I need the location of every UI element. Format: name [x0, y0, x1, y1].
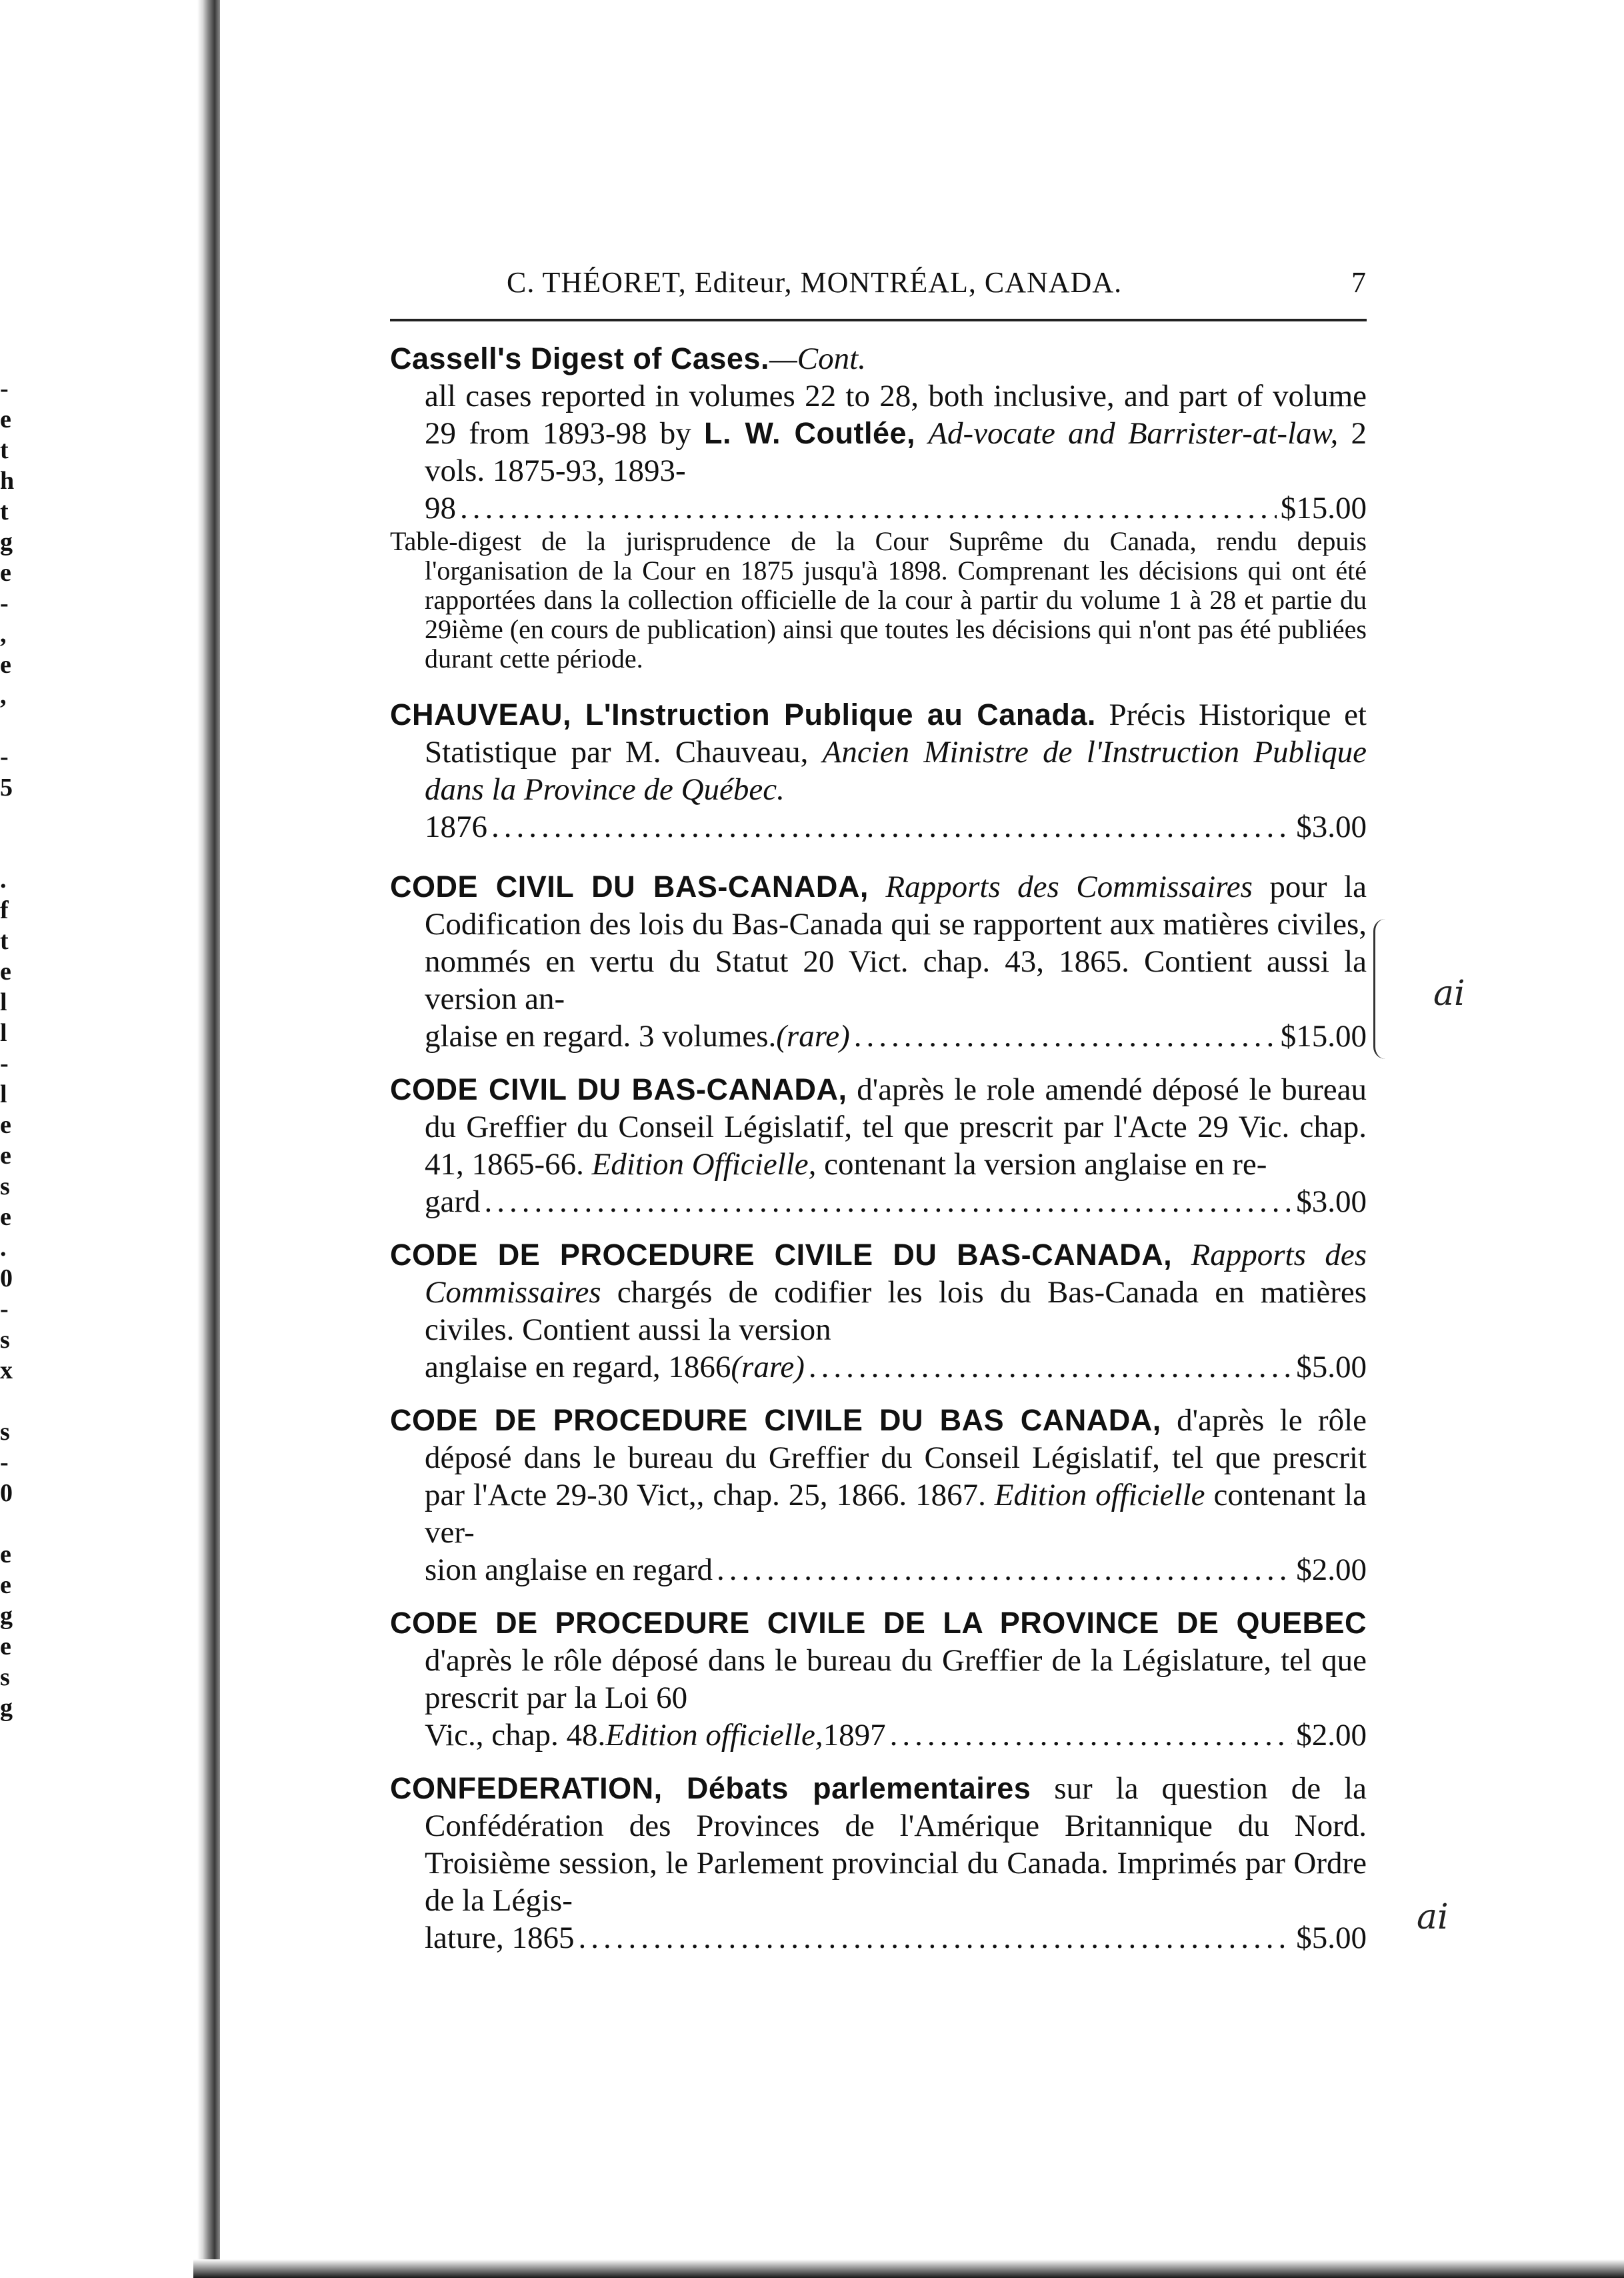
entry-heading: Cassell's Digest of Cases.: [390, 341, 769, 375]
entry-italic: Edition officielle,: [605, 1718, 823, 1753]
gutter-fragment: 0: [0, 1479, 13, 1507]
entry-text: d'après le rôle déposé dans le bureau du Greffier de la Législature, tel que prescrit par la Loi 60: [425, 1643, 1367, 1715]
gutter-fragment: ,: [0, 682, 7, 710]
running-head-title: C. THÉORET, Editeur, MONTRÉAL, CANADA.: [507, 266, 1123, 299]
gutter-fragment: e: [0, 651, 11, 679]
entry-italic: (rare): [731, 1350, 805, 1384]
entry-italic: Rapports des Commissaires: [425, 1238, 1367, 1310]
entry-italic: Edition officielle: [994, 1478, 1205, 1512]
price-line-text: glaise en regard. 3 volumes.: [425, 1019, 777, 1054]
gutter-fragment: e: [0, 405, 11, 433]
entry-text: 2 vols. 1875-93, 1893-: [425, 416, 1367, 488]
leader-dots: [890, 1717, 1293, 1754]
entry-text: d'après le rôle déposé dans le bureau du Greffier du Conseil Législatif, tel que prescrit par l'Acte 29-30 Vict,, chap. 25, 1866. 1867.: [425, 1403, 1367, 1512]
gutter-fragment: .: [0, 1234, 7, 1262]
gutter-fragment: s: [0, 1326, 10, 1354]
price-line-text: Vic., chap. 48.: [425, 1718, 606, 1753]
price-line-text: 1897: [823, 1718, 886, 1753]
catalogue-entry: [390, 1770, 1367, 1957]
entry-text: contenant la version anglaise en re-: [816, 1147, 1267, 1182]
entry-author: L. W. Coutlée,: [704, 416, 916, 450]
entry-text: all cases reported in volumes 22 to 28, both inclusive, and part of volume 29 from 1893-98 by: [425, 379, 1367, 451]
entry-body: [390, 340, 1367, 489]
catalogue-entry: [390, 1071, 1367, 1220]
price-line: [390, 1919, 1367, 1957]
gutter-fragment: -: [0, 375, 9, 403]
gutter-fragment: [0, 803, 21, 834]
gutter-fragment: -: [0, 743, 9, 771]
gutter-fragment: l: [0, 988, 7, 1016]
price: $5.00: [1296, 1921, 1367, 1955]
gutter-fragment: [0, 711, 21, 742]
entry-body: [390, 1604, 1367, 1717]
entry-italic: (rare): [776, 1019, 850, 1054]
running-head: [507, 265, 1367, 299]
gutter-fragment: e: [0, 1632, 11, 1660]
gutter-fragment: t: [0, 436, 9, 464]
entry-text: sur la question de la Confédération des Provinces de l'Amérique Britannique du Nord. Troisième session, le Parlement provincial du Canada. Imprimés par Ordre de la Légis-: [425, 1771, 1367, 1918]
entry-text: contenant la ver-: [425, 1478, 1367, 1550]
gutter-fragment: s: [0, 1172, 10, 1200]
entry-text: d'après le role amendé déposé le bureau du Greffier du Conseil Législatif, tel que prescrit par l'Acte 29 Vic. chap. 41, 1865-66.: [425, 1072, 1367, 1182]
price-line: [390, 1717, 1367, 1754]
leader-dots: [491, 808, 1292, 846]
entry-italic: Ad-vocate and Barrister-at-law,: [928, 416, 1339, 451]
entry-text: chargés de codifier les lois du Bas-Canada en matières civiles. Contient aussi la version: [425, 1275, 1367, 1347]
price: $5.00: [1296, 1350, 1367, 1384]
price-line-text: 1876: [425, 810, 487, 844]
gutter-fragment: e: [0, 1111, 11, 1139]
head-rule: [390, 319, 1367, 321]
price-line: [390, 1018, 1367, 1055]
binding-gutter: [0, 0, 220, 2278]
entry-text: Précis Historique et Statistique par M. Chauveau,: [425, 698, 1367, 770]
gutter-fragment: e: [0, 1142, 11, 1170]
facing-page-fragments: [0, 373, 21, 1723]
gutter-fragment: e: [0, 559, 11, 587]
gutter-fragment: -: [0, 590, 9, 618]
price-line: [390, 489, 1367, 527]
price-line: [390, 808, 1367, 846]
price-line-text: 98: [425, 491, 456, 525]
gutter-fragment: x: [0, 1356, 13, 1384]
gutter-fragment: t: [0, 497, 9, 525]
entry-italic: Ancien Ministre de l'Instruction Publique dans la Province de Québec.: [425, 735, 1367, 807]
gutter-fragment: e: [0, 1203, 11, 1231]
gutter-fragment: g: [0, 1694, 13, 1722]
price-line: [390, 1348, 1367, 1386]
leader-dots: [460, 489, 1277, 527]
gutter-fragment: -: [0, 1448, 9, 1476]
entry-heading-suffix: —Cont.: [769, 341, 866, 376]
price: $2.00: [1296, 1718, 1367, 1753]
entry-heading: CODE DE PROCEDURE CIVILE DU BAS-CANADA,: [390, 1238, 1173, 1272]
price: $2.00: [1296, 1552, 1367, 1587]
entry-italic: Edition Officielle,: [591, 1147, 817, 1182]
gutter-fragment: l: [0, 1080, 7, 1108]
gutter-fragment: g: [0, 1602, 13, 1630]
gutter-fragment: l: [0, 1019, 7, 1047]
catalogue-entry: [390, 1236, 1367, 1386]
price-line-text: anglaise en regard, 1866: [425, 1350, 731, 1384]
gutter-fragment: s: [0, 1418, 10, 1446]
entry-body: [390, 868, 1367, 1018]
gutter-fragment: -: [0, 1295, 9, 1323]
entry-heading: CODE DE PROCEDURE CIVILE DU BAS CANADA,: [390, 1403, 1161, 1437]
entry-heading: CODE DE PROCEDURE CIVILE DE LA PROVINCE DE QUEBEC: [390, 1606, 1367, 1640]
price-line-text: gard: [425, 1184, 481, 1219]
gutter-fragment: t: [0, 927, 9, 955]
gutter-fragment: e: [0, 1571, 11, 1599]
gutter-fragment: [0, 834, 21, 864]
price: $3.00: [1296, 810, 1367, 844]
price: $15.00: [1280, 1019, 1367, 1054]
gutter-fragment: 0: [0, 1264, 13, 1292]
price-line-text: sion anglaise en regard: [425, 1552, 713, 1587]
gutter-fragment: ,: [0, 620, 7, 648]
page-number: 7: [1351, 266, 1367, 299]
price-line: [390, 1183, 1367, 1220]
entry-text: pour la Codification des lois du Bas-Canada qui se rapportent aux matières civiles, nommés en vertu du Statut 20 Vict. chap. 43, 1865. Contient aussi la version an-: [425, 870, 1367, 1016]
catalogue-entry: [390, 1402, 1367, 1588]
gutter-fragment: g: [0, 528, 13, 556]
catalogue-entry: [390, 868, 1367, 1055]
entry-heading: CODE CIVIL DU BAS-CANADA,: [390, 870, 869, 904]
catalogue-entry: [390, 696, 1367, 846]
gutter-fragment: e: [0, 958, 11, 986]
gutter-fragment: -: [0, 1050, 9, 1078]
price: $15.00: [1280, 491, 1367, 525]
catalogue-entry: [390, 1604, 1367, 1754]
entry-note: Table-digest de la jurisprudence de la Cour Suprême du Canada, rendu depuis l'organisation de la Cour en 1875 jusqu'à 1898. Comprenant les décisions qui ont été rapportées dans la collection officielle de la cour à partir du volume 1 à 28 et partie du 29ième (en cours de publication) ainsi que toutes les décisions qui n'ont pas été publiées durant cette période.: [390, 526, 1367, 674]
leader-dots: [485, 1183, 1293, 1220]
leader-dots: [809, 1348, 1292, 1386]
gutter-fragment: s: [0, 1663, 10, 1691]
entry-body: [390, 1236, 1367, 1348]
entry-body: [390, 1770, 1367, 1919]
gutter-fragment: [0, 1386, 21, 1416]
handwritten-margin-note: ai: [1433, 974, 1465, 1014]
price-line: [390, 1551, 1367, 1588]
entry-italic: Rapports des Commissaires: [868, 870, 1253, 904]
entry-heading: CONFEDERATION, Débats parlementaires: [390, 1771, 1031, 1805]
entry-body: [390, 1071, 1367, 1183]
gutter-fragment: f: [0, 896, 9, 924]
handwritten-margin-note: ai: [1417, 1897, 1449, 1937]
gutter-fragment: .: [0, 866, 7, 894]
gutter-fragment: 5: [0, 774, 13, 802]
gutter-fragment: e: [0, 1540, 11, 1568]
catalogue-column: [390, 340, 1367, 1973]
handwritten-brace: [1373, 919, 1393, 1059]
entry-heading: CODE CIVIL DU BAS-CANADA,: [390, 1072, 847, 1106]
scan-bottom-edge: [193, 2259, 1624, 2278]
entry-heading: CHAUVEAU, L'Instruction Publique au Canada.: [390, 698, 1096, 732]
catalogue-entry: [390, 340, 1367, 674]
entry-body: [390, 696, 1367, 808]
gutter-fragment: h: [0, 467, 15, 495]
price-line-text: lature, 1865: [425, 1921, 575, 1955]
leader-dots: [579, 1919, 1293, 1957]
leader-dots: [717, 1551, 1292, 1588]
price: $3.00: [1296, 1184, 1367, 1219]
leader-dots: [854, 1018, 1277, 1055]
gutter-fragment: [0, 1508, 21, 1539]
entry-body: [390, 1402, 1367, 1551]
